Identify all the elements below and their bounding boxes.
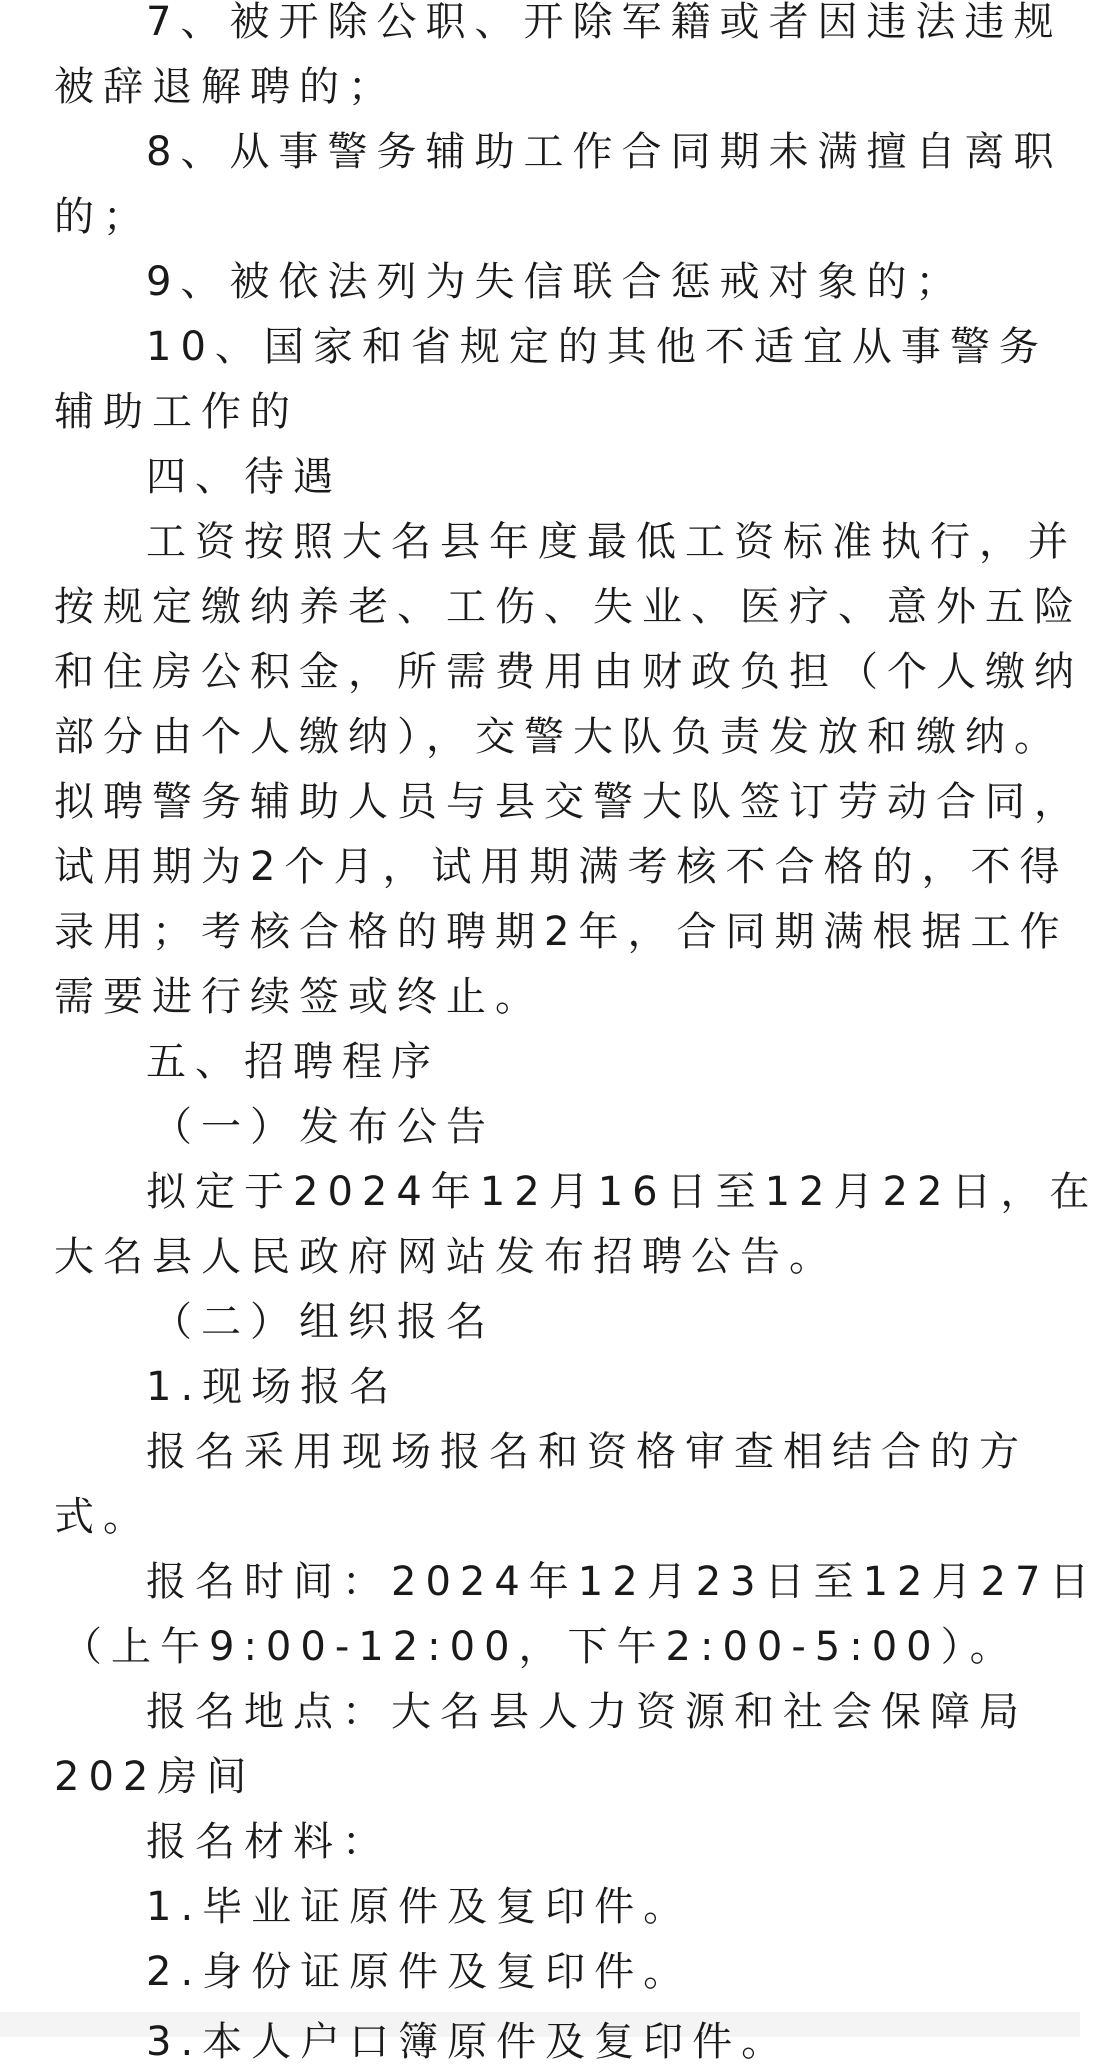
- section-heading: 四、待遇: [146, 454, 342, 500]
- subsection-heading: （二）组织报名: [152, 1299, 495, 1345]
- text-line: 报名地点：大名县人力资源和社会保障局: [146, 1689, 1028, 1735]
- text-line: 辅助工作的: [54, 389, 299, 435]
- text-line: 报名采用现场报名和资格审查相结合的方: [146, 1429, 1028, 1475]
- text-line: 试用期为2个月，试用期满考核不合格的，不得: [54, 844, 1069, 890]
- subsection-heading: （一）发布公告: [152, 1104, 495, 1150]
- text-line: 报名时间：2024年12月23日至12月27日: [146, 1559, 1098, 1605]
- text-line: 录用；考核合格的聘期2年，合同期满根据工作: [54, 909, 1069, 955]
- text-line: 拟定于2024年12月16日至12月22日，在: [146, 1169, 1098, 1215]
- text-line: 202房间: [54, 1754, 256, 1800]
- text-line: 被辞退解聘的；: [54, 64, 397, 110]
- text-line: 报名材料：: [146, 1819, 391, 1865]
- text-line: 工资按照大名县年度最低工资标准执行，并: [146, 519, 1077, 565]
- text-line: 拟聘警务辅助人员与县交警大队签订劳动合同，: [54, 779, 1083, 825]
- text-line: 10、国家和省规定的其他不适宜从事警务: [146, 324, 1048, 370]
- text-line: 需要进行续签或终止。: [54, 974, 544, 1020]
- text-line: 7、被开除公职、开除军籍或者因违法违规: [146, 0, 1063, 45]
- text-line: 大名县人民政府网站发布招聘公告。: [54, 1234, 838, 1280]
- text-line: 式。: [54, 1494, 152, 1540]
- text-line: 和住房公积金，所需费用由财政负担（个人缴纳: [54, 649, 1083, 695]
- text-line: 按规定缴纳养老、工伤、失业、医疗、意外五险: [54, 584, 1083, 630]
- text-line: 9、被依法列为失信联合惩戒对象的；: [146, 259, 965, 305]
- text-line: （上午9:00-12:00，下午2:00-5:00）。: [62, 1624, 1019, 1670]
- text-line: 的；: [54, 194, 152, 240]
- text-line: 1.毕业证原件及复印件。: [146, 1884, 693, 1930]
- text-line: 1.现场报名: [146, 1364, 399, 1410]
- text-line: 8、从事警务辅助工作合同期未满擅自离职: [146, 129, 1063, 175]
- text-line: 2.身份证原件及复印件。: [146, 1949, 693, 1995]
- text-line-partial: 3.本人户口簿原件及复印件。: [146, 2019, 791, 2065]
- section-heading: 五、招聘程序: [146, 1039, 440, 1085]
- text-line: 部分由个人缴纳），交警大队负责发放和缴纳。: [54, 714, 1063, 760]
